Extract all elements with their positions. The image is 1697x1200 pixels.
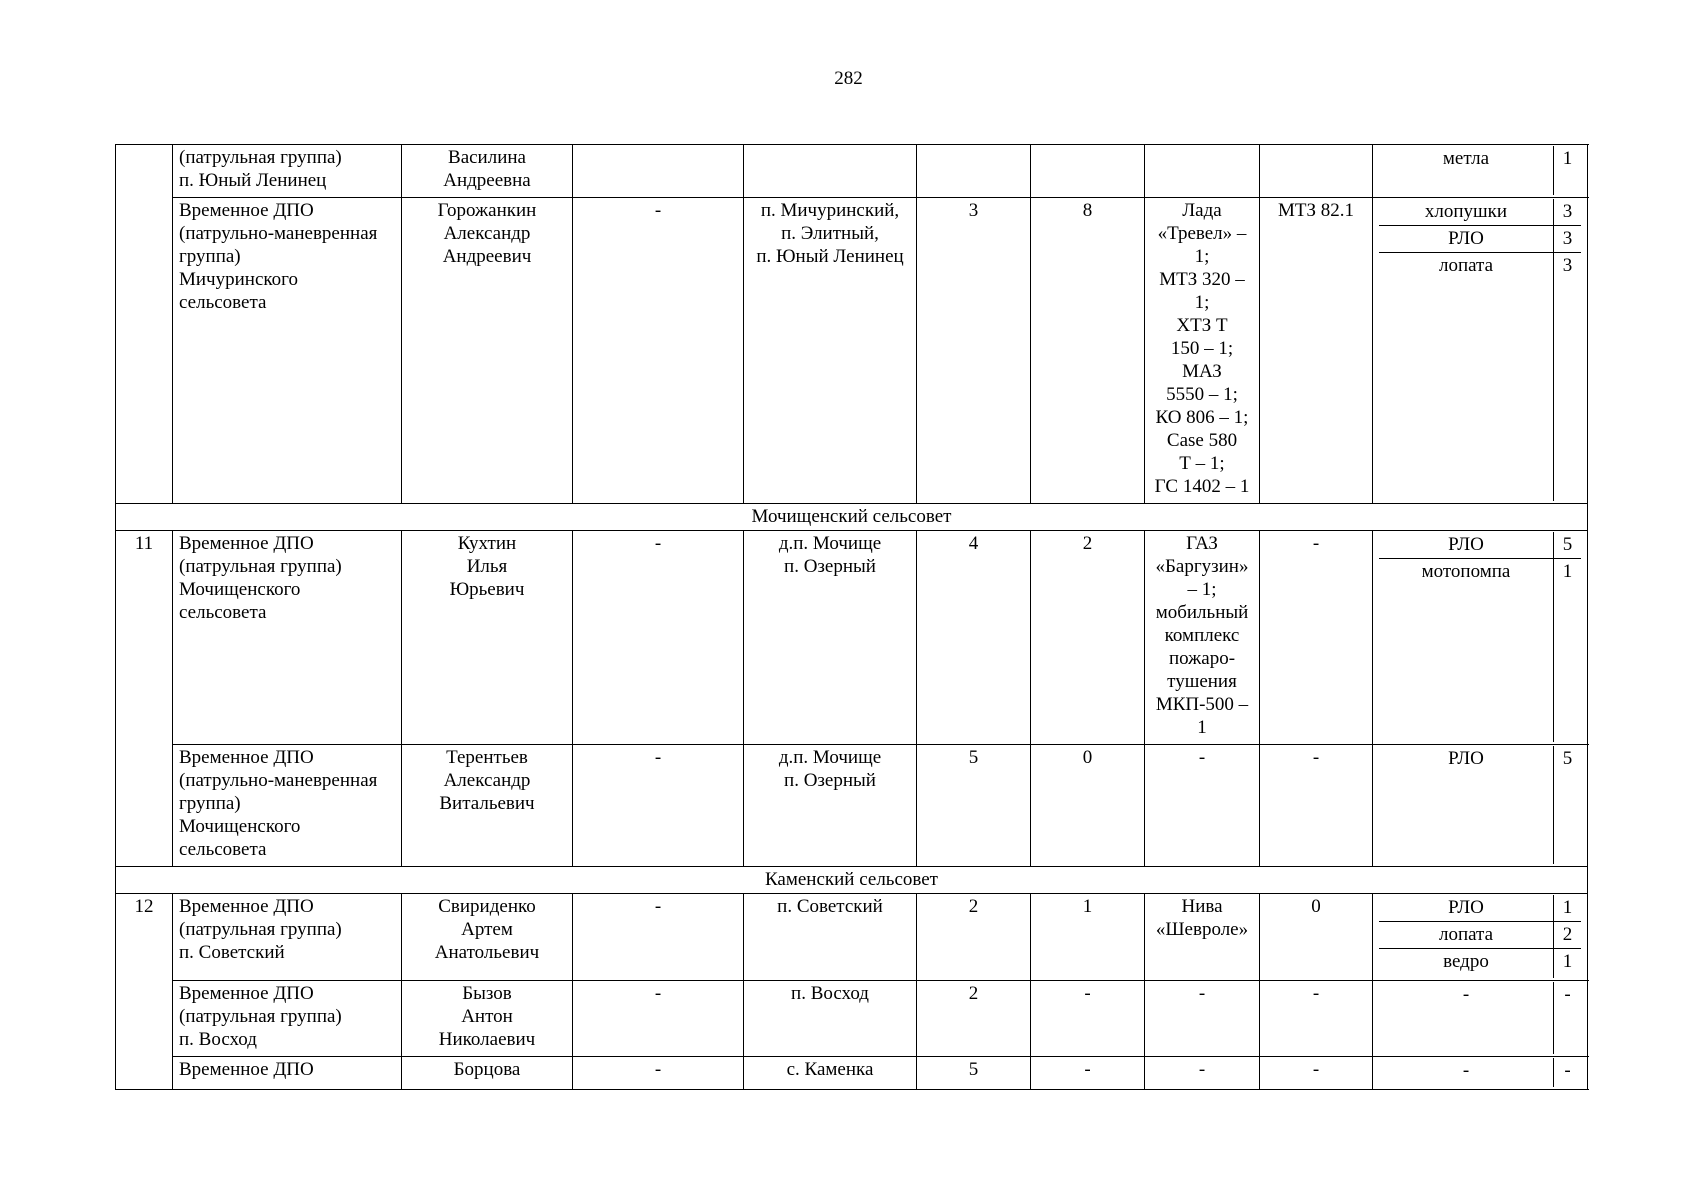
vehicles-line: 5550 – 1; [1166,384,1238,405]
vehicles [1145,1057,1260,1090]
localities-line: п. Озерный [784,556,876,577]
row-number: 12 [116,894,173,1090]
count-col6: - [1031,1057,1145,1090]
unit-name-line: Временное ДПО [179,747,314,768]
count-col6 [1031,145,1145,198]
personnel-count: 5 [917,745,1031,867]
table-row [116,894,1588,981]
personnel-count: 2 [917,894,1031,981]
vehicles [1145,745,1260,867]
section-title: Мочищенский сельсовет [116,504,1588,531]
vehicles-line: МКП-500 – [1155,694,1249,715]
localities-line: п. Мичуринский, [760,200,900,221]
head-name-line: Свириденко [438,896,536,917]
equipment-item [1379,746,1581,864]
localities [744,145,917,198]
vehicles-line: Т – 1; [1179,453,1225,474]
head-name-line: Николаевич [438,1029,536,1050]
equipment-list [1373,745,1588,867]
head-name [402,198,573,504]
head-name-line: Александр [443,223,531,244]
vehicles-line: мобильный [1155,602,1249,623]
contact: - [573,531,744,745]
equipment-qty: 1 [1553,146,1581,195]
contact [573,145,744,198]
equipment-name: лопата [1438,924,1494,945]
section-row [116,867,1588,894]
machinery: - [1260,531,1373,745]
head-name-line: Артем [461,919,513,940]
head-name [402,981,573,1057]
unit-name-line: сельсовета [179,602,267,623]
unit-name-line: п. Юный Ленинец [179,170,327,191]
unit-name-line: Мочищенского [179,816,301,837]
equipment-qty: 1 [1553,559,1581,742]
unit-name-line: сельсовета [179,292,267,313]
vehicles-line: – 1; [1187,579,1217,600]
unit-name-line: сельсовета [179,839,267,860]
localities [744,981,917,1057]
unit-name-line: Временное ДПО [179,983,314,1004]
equipment-name: РЛО [1448,748,1484,769]
count-col6: 0 [1031,745,1145,867]
vehicles [1145,145,1260,198]
equipment-name: лопата [1438,255,1494,276]
localities [744,1057,917,1090]
table-body [116,145,1588,1090]
unit-name [173,894,402,981]
head-name-line: Анатольевич [434,942,540,963]
localities-line: п. Озерный [784,770,876,791]
equipment-name: РЛО [1448,897,1484,918]
vehicles-line: 1; [1194,292,1210,313]
equipment-qty: 2 [1553,922,1581,948]
vehicles-line: - [1198,747,1206,768]
head-name [402,145,573,198]
personnel-count: 3 [917,198,1031,504]
unit-name [173,1057,402,1090]
unit-name [173,531,402,745]
vehicles-line: ХТЗ Т [1176,315,1228,336]
vehicles-line: пожаро- [1168,648,1236,669]
vehicles-line: КО 806 – 1; [1155,407,1249,428]
localities-line: п. Юный Ленинец [756,246,904,267]
vehicles-line: 150 – 1; [1170,338,1234,359]
count-col6: 1 [1031,894,1145,981]
localities-line: с. Каменка [786,1059,874,1080]
personnel-count: 4 [917,531,1031,745]
unit-name-line: (патрульная группа) [179,1006,342,1027]
unit-name [173,145,402,198]
equipment-qty: 3 [1553,199,1581,225]
equipment-name: ведро [1443,951,1489,972]
count-col6: - [1031,981,1145,1057]
localities [744,531,917,745]
equipment-item [1379,558,1581,742]
unit-name-line: (патрульная группа) [179,147,342,168]
vehicles-line: «Баргузин» [1155,556,1249,577]
head-name-line: Борцова [453,1059,521,1080]
vehicles-line: МАЗ [1182,361,1222,382]
head-name [402,894,573,981]
row-number: 11 [116,531,173,867]
equipment-qty: - [1553,982,1581,1054]
head-name-line: Василина [448,147,526,168]
localities-line: п. Элитный, [781,223,879,244]
vehicles-line: Нива [1181,896,1223,917]
localities-line: п. Советский [777,896,883,917]
contact: - [573,198,744,504]
unit-name-line: (патрульно-маневренная [179,770,378,791]
equipment-qty: - [1553,1058,1581,1087]
head-name [402,1057,573,1090]
unit-name-line: Временное ДПО [179,200,314,221]
equipment-list [1373,981,1588,1057]
head-name-line: Андреевна [443,170,531,191]
table-row [116,1057,1588,1090]
vehicles [1145,198,1260,504]
machinery: - [1260,1057,1373,1090]
head-name [402,531,573,745]
equipment-name: - [1462,984,1470,1005]
machinery [1260,145,1373,198]
localities-line: д.п. Мочище [778,533,882,554]
head-name-line: Кухтин [457,533,517,554]
unit-name-line: (патрульная группа) [179,919,342,940]
head-name-line: Александр [443,770,531,791]
vehicles-line: ГС 1402 – 1 [1154,476,1250,497]
table-row [116,531,1588,745]
personnel-count [917,145,1031,198]
section-title: Каменский сельсовет [116,867,1588,894]
head-name-line: Юрьевич [449,579,525,600]
vehicles-line: МТЗ 320 – [1159,269,1245,290]
unit-name-line: (патрульная группа) [179,556,342,577]
personnel-count: 2 [917,981,1031,1057]
vehicles [1145,981,1260,1057]
equipment-name: РЛО [1448,228,1484,249]
equipment-item [1379,146,1581,195]
head-name-line: Бызов [462,983,512,1004]
machinery: - [1260,981,1373,1057]
machinery: - [1260,745,1373,867]
equipment-list [1373,894,1588,981]
unit-name-line: Мичуринского [179,269,298,290]
vehicles-line: ГАЗ [1186,533,1218,554]
contact: - [573,745,744,867]
vehicles-line: тушения [1167,671,1237,692]
vehicles [1145,894,1260,981]
equipment-qty: 1 [1553,949,1581,978]
equipment-item [1379,948,1581,978]
unit-name [173,198,402,504]
equipment-list [1373,1057,1588,1090]
equipment-qty: 5 [1553,746,1581,864]
head-name-line: Андреевич [442,246,532,267]
vehicles-line: Case 580 [1166,430,1238,451]
equipment-qty: 3 [1553,253,1581,501]
head-name-line: Витальевич [439,793,535,814]
equipment-item [1379,225,1581,252]
personnel-count: 5 [917,1057,1031,1090]
equipment-item [1379,199,1581,225]
unit-name-line: группа) [179,246,241,267]
unit-name-line: группа) [179,793,241,814]
equipment-qty: 1 [1553,895,1581,921]
head-name-line: Горожанкин [437,200,537,221]
equipment-item [1379,532,1581,558]
vehicles-line: комплекс [1164,625,1240,646]
equipment-name: хлопушки [1424,201,1508,222]
contact: - [573,1057,744,1090]
count-col6: 8 [1031,198,1145,504]
unit-name-line: Мочищенского [179,579,301,600]
head-name-line: Илья [466,556,508,577]
head-name-line: Терентьев [446,747,528,768]
unit-name-line: п. Советский [179,942,285,963]
table-row [116,145,1588,198]
equipment-item [1379,1058,1581,1087]
head-name-line: Антон [461,1006,513,1027]
vehicles-line: 1; [1194,246,1210,267]
vehicles-line: - [1198,983,1206,1004]
equipment-name: метла [1442,148,1490,169]
machinery: 0 [1260,894,1373,981]
unit-name-line: Временное ДПО [179,1059,314,1080]
unit-name-line: п. Восход [179,1029,257,1050]
localities [744,745,917,867]
table-row [116,981,1588,1057]
count-col6: 2 [1031,531,1145,745]
row-number [116,145,173,504]
vehicles-line: - [1198,1059,1206,1080]
equipment-qty: 3 [1553,226,1581,252]
localities [744,198,917,504]
localities-line: п. Восход [791,983,869,1004]
vehicles-line: «Шевроле» [1155,919,1249,940]
equipment-item [1379,895,1581,921]
machinery: МТЗ 82.1 [1260,198,1373,504]
equipment-qty: 5 [1553,532,1581,558]
dpo-registry-table [115,144,1588,1090]
contact: - [573,894,744,981]
localities-line: д.п. Мочище [778,747,882,768]
vehicles-line: Лада [1182,200,1222,221]
equipment-list [1373,145,1588,198]
head-name [402,745,573,867]
equipment-item [1379,921,1581,948]
unit-name-line: Временное ДПО [179,533,314,554]
page-number: 282 [834,68,863,89]
unit-name-line: Временное ДПО [179,896,314,917]
section-row [116,504,1588,531]
equipment-name: РЛО [1448,534,1484,555]
unit-name [173,981,402,1057]
equipment-name: мотопомпа [1421,561,1511,582]
vehicles [1145,531,1260,745]
localities [744,894,917,981]
table-row [116,745,1588,867]
unit-name-line: (патрульно-маневренная [179,223,378,244]
contact: - [573,981,744,1057]
equipment-list [1373,531,1588,745]
vehicles-line: «Тревел» – [1157,223,1247,244]
equipment-list [1373,198,1588,504]
vehicles-line: 1 [1197,717,1207,738]
equipment-item [1379,982,1581,1054]
equipment-item [1379,252,1581,501]
table-row [116,198,1588,504]
equipment-name: - [1462,1060,1470,1081]
unit-name [173,745,402,867]
